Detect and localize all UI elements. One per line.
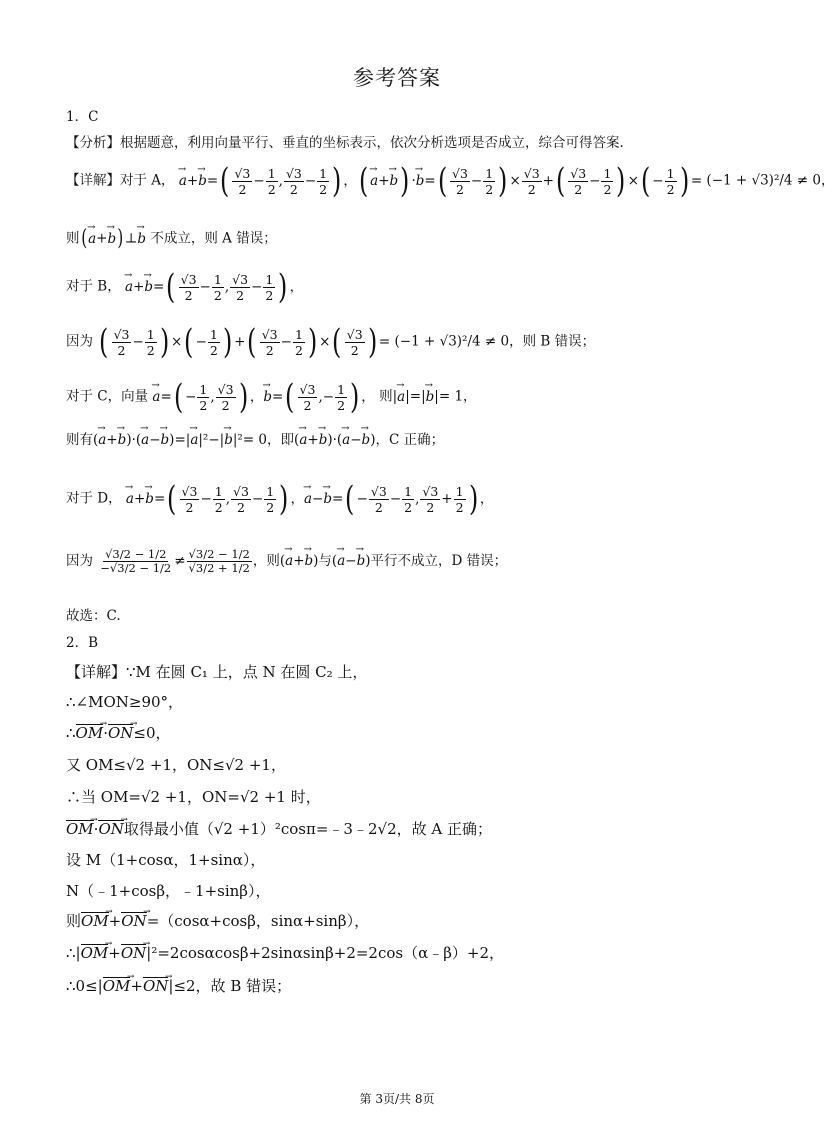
q1-detail-b: 对于 B， → a+→ b=( $\frac{√3}{2}$ − $\frac{1}{2}$ , $\frac{√3}{2}$ − $\frac{1}{2}$ ) ， [66,270,303,304]
analysis-text: 根据题意，利用向量平行、垂直的坐标表示，依次分析选项是否成立，综合可得答案. [120,135,624,151]
a-conclusion: 不成立，则 A 错误； [150,230,277,247]
q1-b-because: 因为 ( $\frac{√3}{2}$ − $\frac{1}{2}$ ) ×( − $\frac{1}{2}$ ) +( $\frac{√3}{2}$ − $\frac{1}{2}$ ) ×( $\frac{√3}{2}$ ) = (−1 + √3)²/4 ≠ 0，则 B 错误； [66,322,596,362]
a-intro: 对于 A， [120,172,175,189]
q1-analysis [66,134,624,152]
b-intro: 对于 B， [66,278,121,295]
q2-line5: ∴当 OM=√2 +1，ON=√2 +1 时， [66,788,321,806]
b-result: (−1 + √3)²/4 ≠ 0，则 B 错误； [394,333,596,350]
q2-line2: ∴∠MON≥90°， [66,693,184,711]
q1-d-because: 因为 $\frac{√3/2 - 1/2}{-√3/2 - 1/2}$ ≠ $\frac{√3/2 - 1/2}{√3/2 + 1/2}$ ，则(→ a+→ b)与(→ a−→ b)平行不成立，D 错误； [66,548,507,575]
q2-answer: 2．B [66,635,99,651]
q2-line9: 则OM →+ON →=（cosα+cosβ，sinα+sinβ）， [66,912,369,930]
c-intro: 对于 C，向量 [66,388,149,405]
q1-answer: 1．C [66,109,99,125]
d-because: 因为 [66,553,93,569]
d-intro: 对于 D， [66,490,122,507]
b-because: 因为 [66,333,93,350]
q1-detail-c: 对于 C，向量 → a=( − $\frac{1}{2}$ , $\frac{√3}{2}$ ) ，→ b=( $\frac{√3}{2}$ ,− $\frac{1}{2}$ ) ， 则|→ a|=|→ b|= 1， [66,380,477,414]
analysis-tag: 【分析】 [66,135,120,151]
c-then: 则 [379,388,393,405]
q2-line6: OM →·ON →取得最小值（√2 +1）²cosπ=﹣3﹣2√2，故 A 正确； [66,820,492,838]
q2-line4: 又 OM≤√2 +1，ON≤√2 +1， [66,756,286,774]
q2-line11: ∴0≤|OM →+ON →|≤2，故 B 错误； [66,977,291,995]
d-conclusion: 平行不成立，D 错误； [370,553,508,569]
q1-c-have: 则有(→ a+→ b)·(→ a−→ b)=|→ a|²−|→ b|²= 0，即(→ a+→ b)·(→ a−→ b)，C 正确； [66,431,444,449]
page-title: 参考答案 [353,66,441,90]
c-eq2: = 0，即 [242,432,295,448]
q2-line10: ∴|OM →+ON →|²=2cosαcosβ+2sinαsinβ+2=2cos（α﹣β）+2， [66,944,504,962]
q2-line3: ∴OM →·ON →≤0， [66,724,171,742]
detail-tag: 【详解】 [66,172,120,189]
q1-a-conclusion: 则(→ a+→ b)⊥→ b 不成立，则 A 错误； [66,222,277,256]
q2-detail-tag: 【详解】 [66,663,127,681]
c-correct: ，C 正确； [375,432,445,448]
c-have: 则有 [66,432,93,448]
q2-line7: 设 M（1+cosα，1+sinα）， [66,851,266,869]
q1-detail-d: 对于 D， → a+→ b=( $\frac{√3}{2}$ − $\frac{1}{2}$ , $\frac{√3}{2}$ − $\frac{1}{2}$ ) ，→ a−→ b=( − $\frac{√3}{2}$ − $\frac{1}{2}$ , $\frac{√3}{2}$ + $\frac{1}{2}$ ) ， [66,482,493,516]
q1-detail-a [66,161,834,201]
q1-choose: 故选：C. [66,608,121,624]
a-formula: → a+→ b=( $\frac{√3}{2}$ − $\frac{1}{2}$ , $\frac{√3}{2}$ − $\frac{1}{2}$ ) ，(→ a+→ b) ·→ b=( $\frac{√3}{2}$ − $\frac{1}{2}$ ) × $\frac{√3}{2}$ +( $\frac{√3}{2}$ − $\frac{1}{2}$ ) ×( − $\frac{1}{2}$ ) = [179,173,702,189]
c-eq1: = 1， [438,388,477,405]
q2-line8: N（﹣1+cosβ，﹣1+sinβ）， [66,882,271,900]
page-footer: 第 3页/共 8页 [359,1092,435,1106]
a-result: (−1 + √3)²/4 ≠ 0， [706,172,834,189]
q2-line1: 【详解】∵M 在圆 C₁ 上，点 N 在圆 C₂ 上， [66,663,368,681]
